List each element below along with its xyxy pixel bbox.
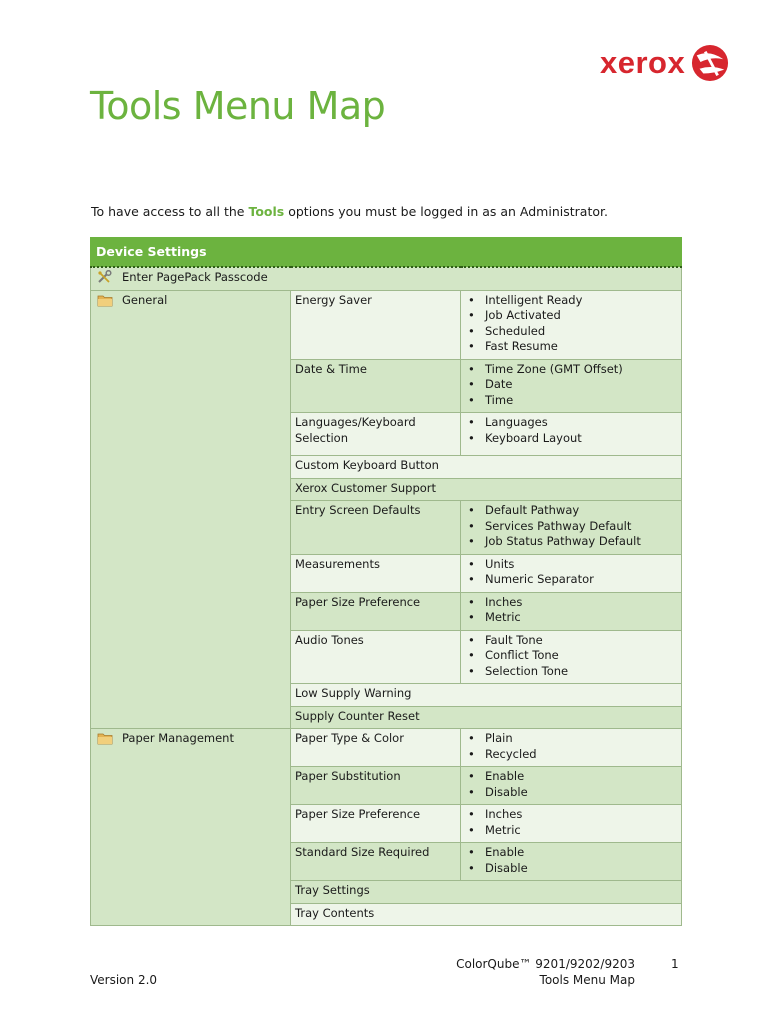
setting-options-cell: [461, 413, 682, 456]
option-list: [465, 769, 677, 800]
intro-before: To have access to all the: [91, 204, 249, 219]
list-item: • Enable: [465, 769, 677, 785]
footer-doc-title: Tools Menu Map: [539, 973, 635, 987]
setting-label: Energy Saver: [291, 290, 461, 359]
passcode-label: Enter PagePack Passcode: [122, 270, 268, 284]
list-item: • Time: [465, 393, 677, 409]
list-item: • Date: [465, 377, 677, 393]
list-item: • Job Status Pathway Default: [465, 534, 677, 550]
setting-label: Supply Counter Reset: [291, 706, 682, 729]
list-item: • Fault Tone: [465, 633, 677, 649]
option-list: [465, 731, 677, 762]
setting-label: Measurements: [291, 554, 461, 592]
setting-label: Languages/Keyboard Selection: [291, 413, 461, 456]
option-list: [465, 633, 677, 680]
setting-label: Date & Time: [291, 359, 461, 413]
list-item: • Units: [465, 557, 677, 573]
list-item: • Keyboard Layout: [465, 431, 677, 447]
intro-after: options you must be logged in as an Administrator.: [284, 204, 608, 219]
setting-options-cell: [461, 630, 682, 684]
option-list: [465, 595, 677, 626]
list-item: • Metric: [465, 610, 677, 626]
table-header-device-settings: Device Settings: [91, 238, 682, 268]
list-item: • Time Zone (GMT Offset): [465, 362, 677, 378]
setting-label: Xerox Customer Support: [291, 478, 682, 501]
list-item: • Disable: [465, 785, 677, 801]
intro-text: [91, 204, 608, 219]
list-item: • Plain: [465, 731, 677, 747]
category-label: Paper Management: [122, 731, 234, 745]
table-row: [91, 290, 682, 359]
wrench-key-icon: [97, 270, 113, 284]
setting-label: Tray Settings: [291, 881, 682, 904]
footer-version: Version 2.0: [90, 973, 158, 987]
list-item: • Services Pathway Default: [465, 519, 677, 535]
page-title: Tools Menu Map: [90, 84, 386, 128]
xerox-sphere-icon: [691, 44, 729, 82]
setting-label: Custom Keyboard Button: [291, 456, 682, 479]
setting-label: Paper Type & Color: [291, 729, 461, 767]
setting-options-cell: [461, 805, 682, 843]
footer-product-block: [435, 956, 635, 988]
option-list: [465, 362, 677, 409]
tools-menu-table: [90, 237, 682, 926]
folder-icon: [97, 293, 113, 307]
list-item: • Job Activated: [465, 308, 677, 324]
list-item: • Enable: [465, 845, 677, 861]
category-heading: [95, 293, 286, 309]
list-item: • Default Pathway: [465, 503, 677, 519]
setting-options-cell: [461, 501, 682, 555]
setting-options-cell: [461, 554, 682, 592]
category-heading: [95, 731, 286, 747]
setting-label: Paper Size Preference: [291, 805, 461, 843]
list-item: • Inches: [465, 807, 677, 823]
list-item: • Conflict Tone: [465, 648, 677, 664]
option-list: [465, 557, 677, 588]
setting-label: Low Supply Warning: [291, 684, 682, 707]
setting-options-cell: [461, 592, 682, 630]
category-label: General: [122, 292, 168, 307]
list-item: • Intelligent Ready: [465, 293, 677, 309]
list-item: • Numeric Separator: [465, 572, 677, 588]
setting-options-cell: [461, 290, 682, 359]
xerox-logo: [600, 44, 729, 82]
list-item: • Recycled: [465, 747, 677, 763]
list-item: • Disable: [465, 861, 677, 877]
setting-options-cell: [461, 729, 682, 767]
category-cell: [91, 290, 291, 729]
folder-icon: [97, 731, 113, 745]
list-item: • Metric: [465, 823, 677, 839]
list-item: • Fast Resume: [465, 339, 677, 355]
footer-page-number: 1: [671, 957, 679, 971]
list-item: • Languages: [465, 415, 677, 431]
setting-label: Audio Tones: [291, 630, 461, 684]
table-body: [91, 267, 682, 926]
category-cell: [91, 729, 291, 926]
setting-options-cell: [461, 767, 682, 805]
option-list: [465, 415, 677, 446]
setting-options-cell: [461, 843, 682, 881]
logo-wordmark: xerox: [600, 45, 686, 80]
setting-label: Paper Size Preference: [291, 592, 461, 630]
setting-label: Standard Size Required: [291, 843, 461, 881]
passcode-row: [91, 267, 682, 290]
list-item: • Inches: [465, 595, 677, 611]
footer-product: ColorQube™ 9201/9202/9203: [456, 957, 635, 971]
setting-label: Paper Substitution: [291, 767, 461, 805]
list-item: • Selection Tone: [465, 664, 677, 680]
setting-label: Tray Contents: [291, 903, 682, 926]
intro-tools-highlight: Tools: [248, 204, 285, 219]
option-list: [465, 807, 677, 838]
option-list: [465, 845, 677, 876]
option-list: [465, 503, 677, 550]
option-list: [465, 293, 677, 355]
setting-options-cell: [461, 359, 682, 413]
table-row: [91, 729, 682, 767]
list-item: • Scheduled: [465, 324, 677, 340]
setting-label: Entry Screen Defaults: [291, 501, 461, 555]
